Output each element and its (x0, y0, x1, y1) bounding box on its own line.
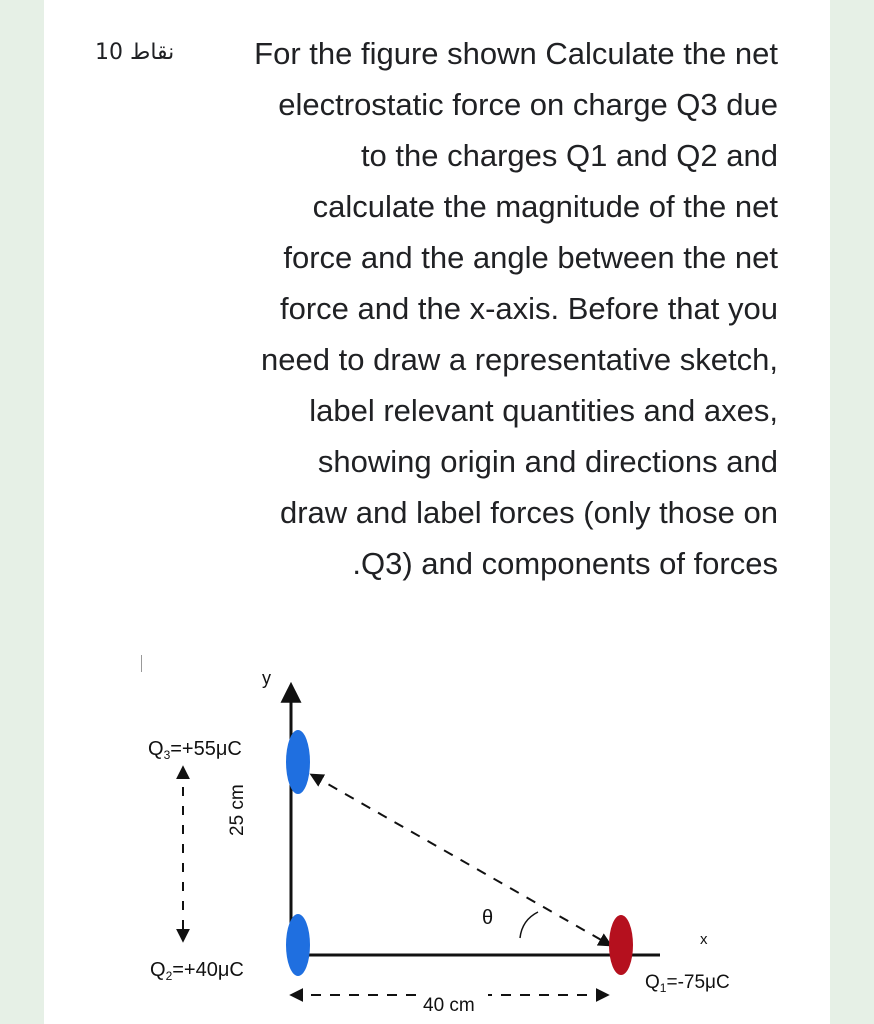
theta-label: θ (482, 907, 494, 929)
question-line: to the charges Q1 and Q2 and (360, 138, 778, 173)
question-line: For the figure shown Calculate the net (254, 36, 778, 71)
q2-charge (286, 914, 310, 976)
question-line: .Q3) and components of forces (352, 546, 778, 581)
q2-label-sub: 2 (165, 969, 173, 983)
q3-charge (286, 730, 310, 794)
q3-label-prefix: Q (148, 738, 164, 760)
vertical-distance-label: 25 cm (227, 784, 248, 836)
question-line: draw and label forces (only those on (279, 495, 778, 530)
q1-label-value: =-75μC (666, 972, 730, 993)
q1-label-sub: 1 (659, 981, 667, 995)
question-line: force and the x-axis. Before that you (280, 291, 778, 326)
question-line: showing origin and directions and (317, 444, 778, 479)
q2-label (150, 959, 244, 983)
q2-label-prefix: Q (150, 959, 166, 981)
question-line: calculate the magnitude of the net (312, 189, 778, 224)
q1-label-prefix: Q (645, 972, 660, 993)
question-line: electrostatic force on charge Q3 due (278, 87, 778, 122)
q3-label-sub: 3 (163, 748, 171, 762)
horizontal-distance-label: 40 cm (423, 995, 475, 1016)
q3-label-value: =+55μC (170, 738, 242, 760)
question-line: force and the angle between the net (283, 240, 778, 275)
q1-charge (609, 915, 633, 975)
q1-label (645, 972, 730, 995)
question-line: need to draw a representative sketch, (261, 342, 778, 377)
x-axis-label: x (700, 931, 708, 948)
points-label: 10 نقاط (95, 40, 175, 65)
q3-label (148, 738, 242, 762)
question-line: label relevant quantities and axes, (309, 393, 778, 428)
theta-arc (520, 912, 538, 938)
y-axis-label: y (262, 668, 271, 688)
q2-label-value: =+40μC (172, 959, 244, 981)
q3-q1-dashed-line (312, 775, 610, 945)
